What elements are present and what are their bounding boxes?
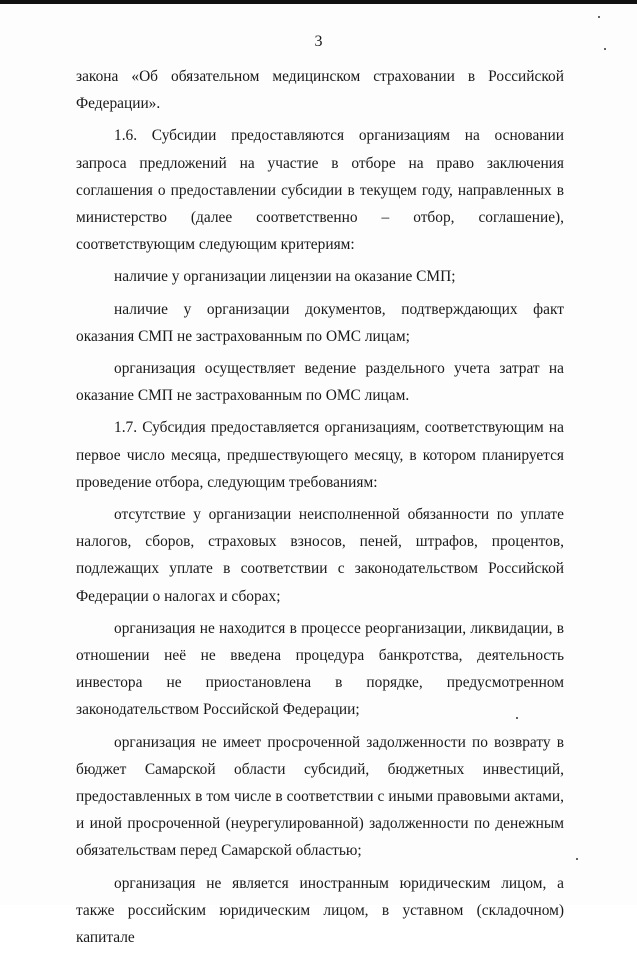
scan-speck — [576, 858, 578, 860]
scan-speck — [604, 48, 606, 50]
scan-top-edge — [0, 0, 637, 4]
requirement-not-foreign: организация не является иностранным юридическим лицом, а также российским юридическим лицом, в уставном (складочном) капитале — [76, 874, 564, 947]
paragraph-1-6: 1.6. Субсидии предоставляются организациям на основании запроса предложений на участие в отборе на право заключения соглашения о предоставлении субсидии в текущем году, направленных в министерство (далее соответственно – отбор, соглашение), соответствующим следующим критериям: — [76, 127, 564, 254]
criterion-license: наличие у организации лицензии на оказание СМП; — [114, 268, 456, 286]
criterion-accounting: организация осуществляет ведение раздельного учета затрат на оказание СМП не застрахованным по ОМС лицам. — [76, 360, 564, 405]
requirement-no-debt: организация не имеет просроченной задолженности по возврату в бюджет Самарской области субсидий, бюджетных инвестиций, предоставленных в том числе в соответствии с иными правовыми актами, и иной просроченной (неурегулированной) задолженности по денежным обязательствам перед Самарской областью; — [76, 733, 564, 860]
criterion-documents: наличие у организации документов, подтверждающих факт оказания СМП не застрахованным по ОМС лицам; — [76, 300, 564, 345]
document-body — [76, 63, 564, 956]
paragraph-1-7: 1.7. Субсидия предоставляется организациям, соответствующим на первое число месяца, предшествующего месяцу, в котором планируется проведение отбора, следующим требованиям: — [76, 419, 564, 491]
scan-speck — [516, 717, 518, 719]
requirement-no-bankruptcy: организация не находится в процессе реорганизации, ликвидации, в отношении неё не введена процедура банкротства, деятельность инвестора не приостановлена в порядке, предусмотренном законодательством Российской Федерации; — [76, 619, 564, 719]
paragraph-continuation: закона «Об обязательном медицинском страховании в Российской Федерации». — [76, 68, 564, 113]
scan-speck — [598, 16, 600, 18]
requirement-taxes: отсутствие у организации неисполненной обязанности по уплате налогов, сборов, страховых взносов, пеней, штрафов, процентов, подлежащих уплате в соответствии с законодательством Российской Федерации о налогах и сборах; — [76, 506, 564, 605]
page-number: 3 — [314, 33, 323, 50]
